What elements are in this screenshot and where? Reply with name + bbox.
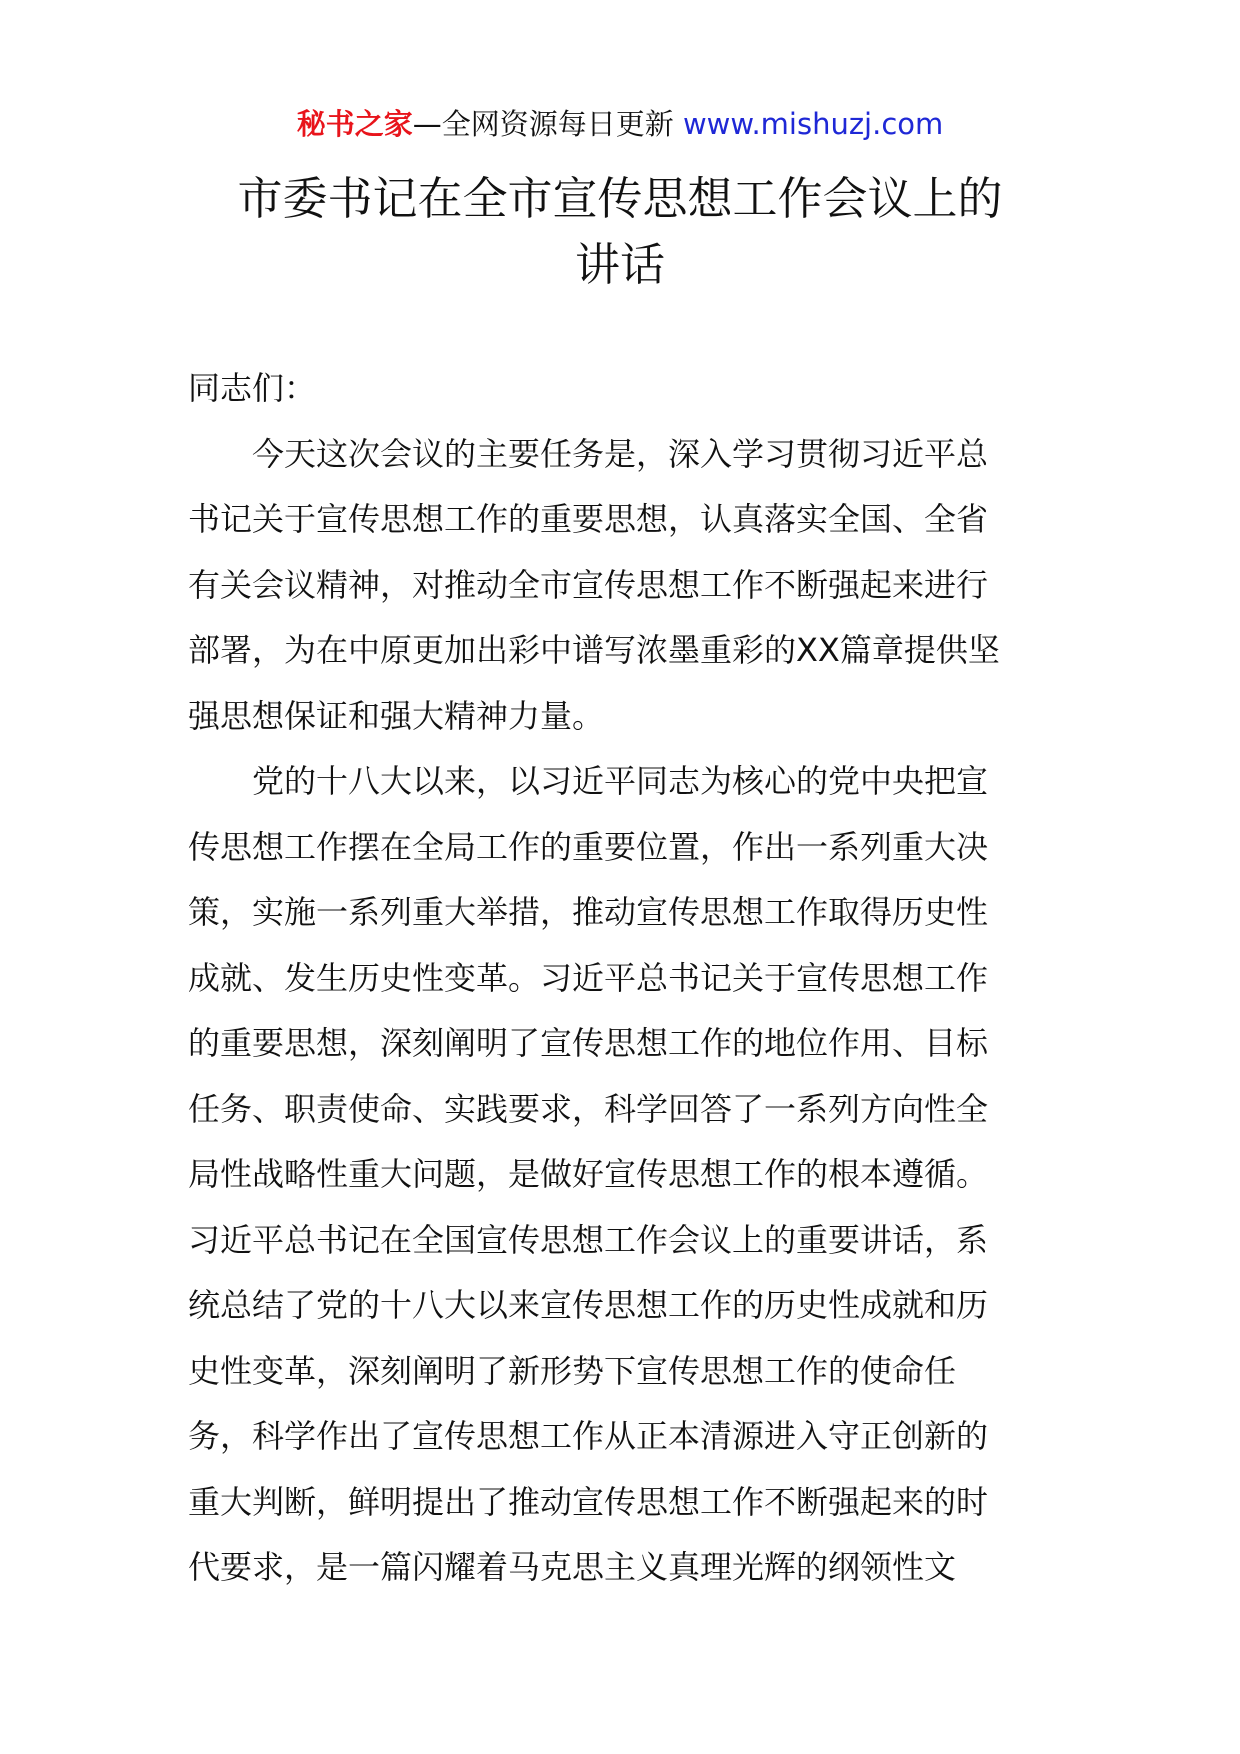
paragraph-line: 成就、发生历史性变革。习近平总书记关于宣传思想工作 [188, 958, 989, 997]
paragraph-line: 务，科学作出了宣传思想工作从正本清源进入守正创新的 [188, 1417, 989, 1455]
paragraph-line: 统总结了党的十八大以来宣传思想工作的历史性成就和历 [188, 1286, 989, 1324]
title-line: 市委书记在全市宣传思想工作会议上的 [237, 172, 1003, 225]
paragraph-line: 史性变革，深刻阐明了新形势下宣传思想工作的使命任 [188, 1351, 957, 1390]
paragraph-1 [188, 422, 1058, 750]
paragraph-2 [188, 749, 1058, 1601]
brand-name: 秘书之家 [296, 107, 413, 141]
paragraph-line: 局性战略性重大问题，是做好宣传思想工作的根本遵循。 [188, 1155, 989, 1193]
paragraph-line: 重大判断，鲜明提出了推动宣传思想工作不断强起来的时 [188, 1482, 989, 1521]
document-title [0, 166, 1240, 298]
paragraph-line: 的重要思想，深刻阐明了宣传思想工作的地位作用、目标 [188, 1024, 989, 1062]
site-header [0, 104, 1240, 144]
salutation: 同志们： [188, 369, 317, 407]
paragraph-line: 策，实施一系列重大举措，推动宣传思想工作取得历史性 [188, 893, 989, 931]
paragraph-line: 强思想保证和强大精神力量。 [188, 696, 605, 735]
header-tagline: —全网资源每日更新 [412, 107, 674, 141]
paragraph-line: 党的十八大以来，以习近平同志为核心的党中央把宣 [188, 762, 989, 800]
paragraph-line: 今天这次会议的主要任务是，深入学习贯彻习近平总 [188, 434, 989, 473]
paragraph-line: 部署，为在中原更加出彩中谱写浓墨重彩的XX篇章提供坚 [188, 631, 1000, 669]
title-line: 讲话 [574, 238, 665, 291]
paragraph-line: 书记关于宣传思想工作的重要思想，认真落实全国、全省 [188, 500, 989, 538]
paragraph-line: 任务、职责使命、实践要求，科学回答了一系列方向性全 [188, 1089, 989, 1128]
paragraph-line: 代要求，是一篇闪耀着马克思主义真理光辉的纲领性文 [188, 1548, 957, 1586]
paragraph-line: 习近平总书记在全国宣传思想工作会议上的重要讲话，系 [188, 1220, 989, 1259]
document-body [188, 356, 1058, 1601]
site-url-link[interactable]: www.mishuzj.com [682, 107, 944, 141]
paragraph-line: 有关会议精神，对推动全市宣传思想工作不断强起来进行 [188, 565, 989, 604]
paragraph-line: 传思想工作摆在全局工作的重要位置，作出一系列重大决 [188, 827, 989, 866]
